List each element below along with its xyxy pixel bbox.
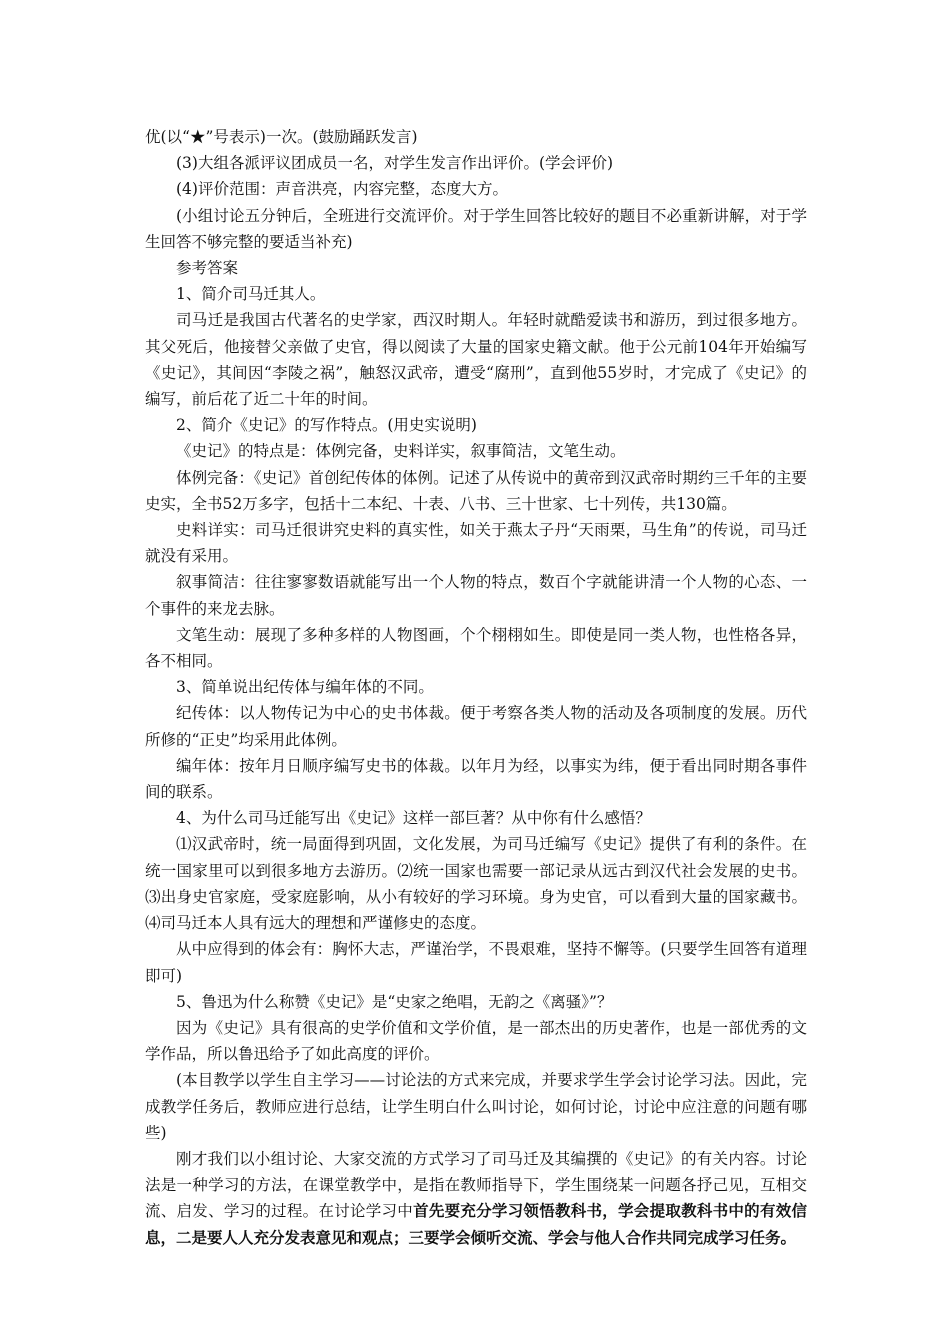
paragraph: (4)评价范围：声音洪亮，内容完整，态度大方。 [176,180,508,199]
paragraph: ⑴汉武帝时，统一局面得到巩固，文化发展，为司马迁编写《史记》提供了有利的条件。在统一国家里可以到很多地方去游历。⑵统一国家也需要一部记录从远古到汉代社会发展的史书。⑶出身史官家庭，受家庭影响，从小有较好的学习环境。身为史官，可以看到大量的国家藏书。⑷司马迁本人具有远大的理想和严谨修史的态度。 [145,835,807,933]
summary-bold-text: 首先要充分学习领悟教科书，学会提取教科书中的有效信息，二是要人人充分发表意见和观点；三要学会倾听交流、学会与他人合作共同完成学习任务。 [145,1201,807,1247]
summary-paragraph [145,1146,807,1251]
paragraph: 4、为什么司马迁能写出《史记》这样一部巨著？从中你有什么感悟？ [176,809,651,828]
paragraph: 《史记》的特点是：体例完备，史料详实，叙事简洁，文笔生动。 [176,442,626,461]
paragraph: 史料详实：司马迁很讲究史料的真实性，如关于燕太子丹“天雨栗，马生角”的传说，司马迁就没有采用。 [145,521,807,566]
paragraph: 体例完备：《史记》首创纪传体的体例。记述了从传说中的黄帝到汉武帝时期约三千年的主要史实，全书52万多字，包括十二本纪、十表、八书、三十世家、七十列传，共130篇。 [145,468,807,513]
document-page [145,124,807,1251]
paragraph: 优(以“★”号表示)一次。(鼓励踊跃发言) [145,128,418,146]
paragraph: 1、简介司马迁其人。 [176,285,326,304]
paragraph: 2、简介《史记》的写作特点。(用史实说明) [176,416,477,435]
paragraph: (小组讨论五分钟后，全班进行交流评价。对于学生回答比较好的题目不必重新讲解，对于学生回答不够完整的要适当补充) [145,206,807,251]
paragraph-list [145,124,807,1146]
paragraph: 文笔生动：展现了多种多样的人物图画，个个栩栩如生。即使是同一类人物，也性格各异，各不相同。 [145,625,807,671]
paragraph: 司马迁是我国古代著名的史学家，西汉时期人。年轻时就酷爱读书和游历，到过很多地方。其父死后，他接替父亲做了史官，得以阅读了大量的国家史籍文献。他于公元前104年开始编写《史记》，其间因“李陵之祸”，触怒汉武帝，遭受“腐刑”，直到他55岁时，才完成了《史记》的编写，前后花了近二十年的时间。 [145,311,807,409]
summary-text: 刚才我们以小组讨论、大家交流的方式学习了司马迁及其编撰的《史记》的有关内容。讨论法是一种学习的方法，在课堂教学中，是指在教师指导下，学生围绕某一问题各抒己见，互相交流、启发、学习的过程。在讨论学习中 [145,1149,807,1221]
paragraph: 编年体：按年月日顺序编写史书的体裁。以年月为经，以事实为纬，便于看出同时期各事件间的联系。 [145,756,807,802]
paragraph: 纪传体：以人物传记为中心的史书体裁。便于考察各类人物的活动及各项制度的发展。历代所修的“正史”均采用此体例。 [145,704,807,749]
paragraph: (3)大组各派评议团成员一名，对学生发言作出评价。(学会评价) [176,154,614,173]
paragraph: (本目教学以学生自主学习——讨论法的方式来完成，并要求学生学会讨论学习法。因此，完成教学任务后，教师应进行总结，让学生明白什么叫讨论，如何讨论，讨论中应注意的问题有哪些) [145,1071,807,1142]
paragraph: 3、简单说出纪传体与编年体的不同。 [176,678,434,697]
paragraph: 5、鲁迅为什么称赞《史记》是“史家之绝唱，无韵之《离骚》”？ [176,992,613,1011]
paragraph: 参考答案 [176,259,239,278]
paragraph: 从中应得到的体会有：胸怀大志，严谨治学，不畏艰难，坚持不懈等。(只要学生回答有道理即可) [145,940,807,985]
paragraph: 因为《史记》具有很高的史学价值和文学价值，是一部杰出的历史著作，也是一部优秀的文学作品，所以鲁迅给予了如此高度的评价。 [145,1018,807,1064]
paragraph: 叙事简洁：往往寥寥数语就能写出一个人物的特点，数百个字就能讲清一个人物的心态、一个事件的来龙去脉。 [145,573,807,618]
